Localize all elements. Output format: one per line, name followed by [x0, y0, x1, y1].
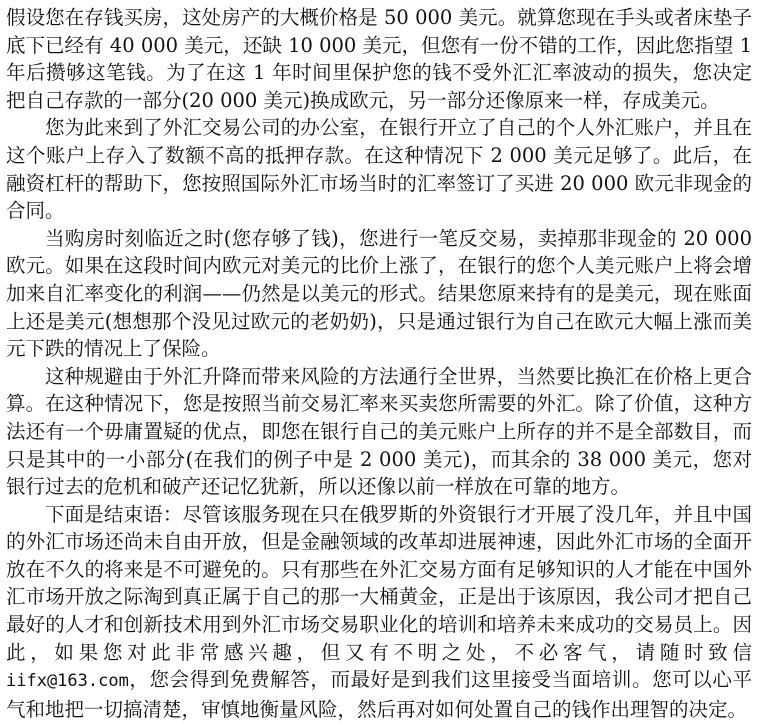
paragraph-hedging-method: 这种规避由于外汇升降而带来风险的方法通行全世界，当然要比换汇在价格上更合算。在这种情况下，您是按照当前交易汇率来买卖您所需要的外汇。除了价值，这种方法还有一个毋庸置疑的优点，即您在银行自己的美元账户上所存的并不是全部数目，而只是其中的一小部分(在我们的例子中是 2 000 美元)，而其余的 38 000 美元，您对银行过去的危机和破产还记忆犹新，所以还像以前一样放在可靠的地方。 [6, 364, 752, 499]
paragraph-saving-for-house: 假设您在存钱买房，这处房产的大概价格是 50 000 美元。就算您现在手头或者床垫子底下已经有 40 000 美元，还缺 10 000 美元，但您有一份不错的工作，因此您指望 1 年后攒够这笔钱。为了在这 1 年时间里保护您的钱不受外汇汇率波动的损失，您决定把自己存款的一部分(20 000 美元)换成欧元，另一部分还像原来一样，存成美元。 [6, 6, 752, 112]
conclusion-text-after: ，您会得到免费解答，而最好是到我们这里接受当面培训。您可以心平气和地把一切搞清楚，审慎地衡量风险，然后再对如何处置自己的钱作出理智的决定。 [6, 668, 752, 721]
paragraph-forex-account: 您为此来到了外汇交易公司的办公室，在银行开立了自己的个人外汇账户，并且在这个账户上存入了数额不高的抵押存款。在这种情况下 2 000 美元足够了。此后，在融资杠杆的帮助下，您按照国际外汇市场当时的汇率签订了买进 20 000 欧元非现金的合同。 [6, 116, 752, 223]
contact-email: iifx@163.com [6, 671, 129, 692]
paragraph-reverse-trade: 当购房时刻临近之时(您存够了钱)，您进行一笔反交易，卖掉那非现金的 20 000 欧元。如果在这段时间内欧元对美元的比价上涨了，在银行的您个人美元账户上将会增加来自汇率变化的利润——仍然是以美元的形式。结果您原来持有的是美元，现在账面上还是美元(想想那个没见过欧元的老奶奶)，只是通过银行为自己在欧元大幅上涨而美元下跌的情况上了保险。 [6, 226, 752, 361]
conclusion-text-before: 下面是结束语：尽管该服务现在只在俄罗斯的外资银行才开展了没几年，并且中国的外汇市场还尚未自由开放，但是金融领域的改革却进展神速，因此外汇市场的全面开放在不久的将来是不可避免的。只有那些在外汇交易方面有足够知识的人才能在中国外汇市场开放之际淘到真正属于自己的那一大桶黄金，正是出于该原因，我公司才把自己最好的人才和创新技术用到外汇市场交易职业化的培训和培养未来成功的交易员上。因此，如果您对此非常感兴趣，但又有不明之处，不必客气，请随时致信 [6, 502, 752, 664]
paragraph-conclusion [6, 501, 752, 723]
